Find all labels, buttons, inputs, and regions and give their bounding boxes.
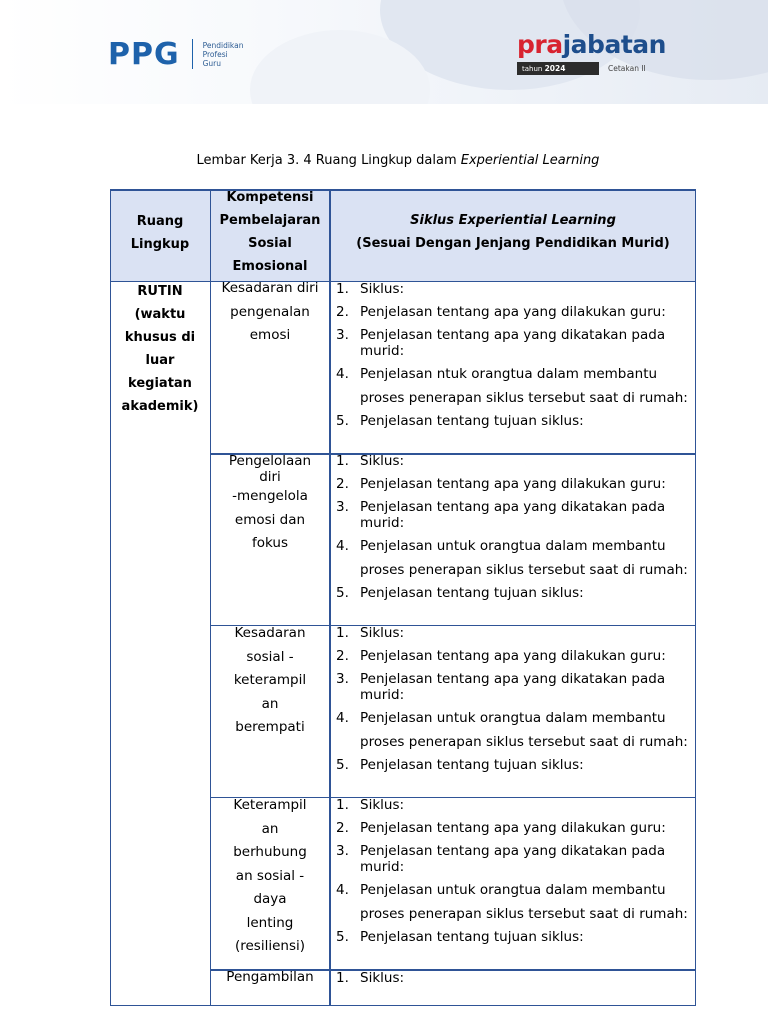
competency-cell [212, 622, 328, 740]
worksheet-title-italic: Experiential Learning [460, 153, 600, 168]
list-item-text: Siklus: [360, 797, 405, 813]
list-item: 1. Siklus: [336, 970, 405, 986]
list-item-text: Penjelasan untuk orangtua dalam membantu proses penerapan siklus tersebut saat di rumah: [360, 882, 688, 922]
competency-line: berempati [235, 719, 305, 735]
list-item: 4. Penjelasan untuk orangtua dalam membantu proses penerapan siklus tersebut saat di rumah: [336, 538, 688, 578]
prajabatan-logo [517, 30, 666, 75]
ppg-subtitle-line: Pendidikan [202, 40, 244, 50]
list-item-text: Penjelasan tentang apa yang dikatakan pada murid: [360, 499, 666, 531]
list-item: 3. Penjelasan tentang apa yang dikatakan pada murid: [336, 327, 666, 359]
list-item: 1. Siklus: [336, 453, 405, 469]
ppg-logo-subtitle [203, 41, 244, 68]
ppg-subtitle-line: Guru [202, 58, 222, 68]
list-item: 2. Penjelasan tentang apa yang dilakukan guru: [336, 820, 666, 836]
list-item: 1. Siklus: [336, 625, 405, 641]
list-item: 3. Penjelasan tentang apa yang dikatakan pada murid: [336, 843, 666, 875]
list-item-text: Siklus: [360, 625, 405, 641]
col-header-siklus [331, 209, 695, 255]
competency-cell [212, 277, 328, 348]
list-item: 5. Penjelasan tentang tujuan siklus: [336, 929, 584, 945]
competency-line: diri [259, 469, 281, 485]
table-border [110, 1005, 696, 1006]
list-item-text: Penjelasan tentang apa yang dikatakan pada murid: [360, 671, 666, 703]
list-item: 5. Penjelasan tentang tujuan siklus: [336, 757, 584, 773]
header-line: Sosial [248, 236, 292, 251]
competency-line: Kesadaran [234, 625, 306, 641]
list-item: 1. Siklus: [336, 797, 405, 813]
rutin-line: luar [145, 353, 175, 368]
page-header [0, 0, 768, 104]
worksheet-title [0, 153, 768, 168]
list-item: 4. Penjelasan ntuk orangtua dalam membantu proses penerapan siklus tersebut saat di rumah: [336, 366, 688, 406]
competency-line: berhubung [233, 844, 307, 860]
list-item-text: Penjelasan tentang apa yang dilakukan guru: [360, 304, 666, 320]
competency-line: (resiliensi) [234, 938, 306, 954]
rutin-line: akademik) [121, 399, 199, 414]
list-item: 3. Penjelasan tentang apa yang dikatakan pada murid: [336, 671, 666, 703]
ppg-logo [108, 34, 243, 74]
list-item-text: Penjelasan tentang apa yang dikatakan pada murid: [360, 327, 666, 359]
prajabatan-wordmark-part: pra [517, 30, 563, 59]
list-item-text: Penjelasan tentang tujuan siklus: [360, 929, 584, 945]
competency-line: an [261, 695, 279, 712]
list-item-text: Penjelasan untuk orangtua dalam membantu proses penerapan siklus tersebut saat di rumah: [360, 538, 688, 578]
cycle-list [336, 797, 696, 945]
list-item-text: Siklus: [360, 281, 405, 297]
competency-line: pengenalan [230, 303, 310, 320]
list-item-text: Penjelasan tentang apa yang dilakukan guru: [360, 476, 666, 492]
year-badge [517, 62, 599, 75]
list-item: 4. Penjelasan untuk orangtua dalam membantu proses penerapan siklus tersebut saat di rumah: [336, 710, 688, 750]
competency-line: fokus [251, 535, 288, 551]
list-item: 2. Penjelasan tentang apa yang dilakukan guru: [336, 648, 666, 664]
rutin-line: (waktu [134, 307, 186, 322]
competency-cell [212, 794, 328, 959]
table-border [110, 189, 696, 191]
list-item-text: Penjelasan untuk orangtua dalam membantu proses penerapan siklus tersebut saat di rumah: [360, 710, 688, 750]
list-item-text: Siklus: [360, 970, 405, 986]
cycle-list [336, 625, 696, 773]
logo-divider [192, 39, 193, 69]
worksheet-title-text: Lembar Kerja 3. 4 Ruang Lingkup dalam [196, 153, 461, 168]
competency-line: Pengelolaan [228, 453, 312, 469]
rutin-line: RUTIN [137, 284, 183, 299]
competency-line: Keterampil [233, 797, 307, 813]
list-item: 4. Penjelasan untuk orangtua dalam membantu proses penerapan siklus tersebut saat di rumah: [336, 882, 688, 922]
year-value: 2024 [544, 64, 566, 73]
list-item-text: Siklus: [360, 453, 405, 469]
competency-line: Kesadaran diri [221, 280, 319, 296]
competency-line: keterampil [233, 672, 307, 688]
cycle-list [336, 453, 696, 601]
header-line: Ruang [136, 214, 184, 229]
col-header-kompetensi [211, 186, 329, 278]
competency-line: lenting [246, 914, 294, 931]
competency-line: an [261, 820, 279, 837]
competency-cell [212, 966, 328, 990]
competency-line: daya [253, 891, 287, 907]
competency-line: Pengambilan [226, 969, 314, 985]
edition-label: Cetakan II [608, 64, 646, 73]
competency-line: emosi [249, 327, 291, 343]
list-item: 2. Penjelasan tentang apa yang dilakukan guru: [336, 304, 666, 320]
table-border [210, 189, 211, 1006]
rutin-line: kegiatan [128, 376, 192, 391]
prajabatan-wordmark [517, 30, 666, 60]
table-border [329, 189, 331, 1006]
list-item-text: Penjelasan tentang tujuan siklus: [360, 413, 584, 429]
list-item-text: Penjelasan tentang tujuan siklus: [360, 757, 584, 773]
cycle-list [336, 970, 696, 986]
header-line: Siklus Experiential Learning [410, 213, 616, 228]
year-label: tahun [522, 65, 543, 73]
list-item-text: Penjelasan tentang apa yang dikatakan pada murid: [360, 843, 666, 875]
scope-table [110, 189, 696, 1006]
list-item: 5. Penjelasan tentang tujuan siklus: [336, 413, 584, 429]
competency-cell [212, 453, 328, 556]
header-line: Lingkup [130, 237, 190, 252]
competency-line: emosi dan [234, 511, 306, 528]
rutin-line: khusus di [124, 330, 196, 345]
list-item-text: Penjelasan tentang apa yang dilakukan guru: [360, 648, 666, 664]
competency-line: sosial - [246, 648, 294, 665]
list-item: 1. Siklus: [336, 281, 405, 297]
cycle-list [336, 281, 696, 429]
list-item-text: Penjelasan tentang apa yang dilakukan guru: [360, 820, 666, 836]
prajabatan-wordmark-part: jabatan [562, 30, 666, 59]
list-item: 3. Penjelasan tentang apa yang dikatakan pada murid: [336, 499, 666, 531]
list-item: 5. Penjelasan tentang tujuan siklus: [336, 585, 584, 601]
competency-line: an sosial - [235, 867, 305, 884]
header-line: Pembelajaran [219, 213, 321, 228]
ppg-logo-text: PPG [108, 36, 180, 72]
header-line: (Sesuai Dengan Jenjang Pendidikan Murid) [356, 236, 670, 251]
rutin-label [110, 280, 210, 418]
list-item: 2. Penjelasan tentang apa yang dilakukan guru: [336, 476, 666, 492]
col-header-ruang-lingkup [110, 210, 210, 256]
ppg-subtitle-line: Profesi [202, 49, 228, 59]
header-line: Emosional [232, 259, 308, 274]
list-item-text: Penjelasan ntuk orangtua dalam membantu proses penerapan siklus tersebut saat di rumah: [360, 366, 688, 406]
competency-line: -mengelola [232, 488, 308, 504]
list-item-text: Penjelasan tentang tujuan siklus: [360, 585, 584, 601]
header-line: Kompetensi [226, 190, 314, 205]
